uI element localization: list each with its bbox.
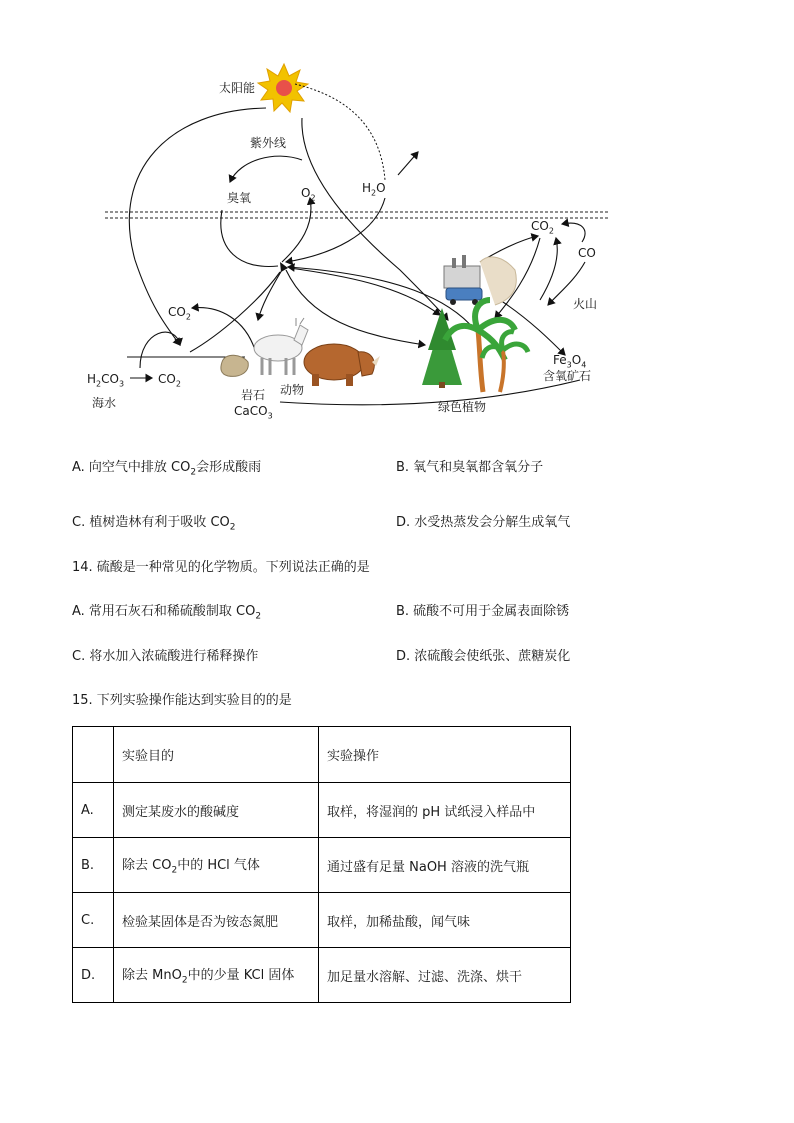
q13-option-d[interactable]: D. 水受热蒸发会分解生成氧气 xyxy=(396,515,571,530)
row-purpose: 检验某固体是否为铵态氮肥 xyxy=(114,893,319,948)
table-row[interactable] xyxy=(73,893,571,948)
row-label: D. xyxy=(73,948,114,1003)
row-label: A. xyxy=(73,783,114,838)
ozone-label: 臭氧 xyxy=(227,191,252,205)
rhino-icon xyxy=(304,344,380,386)
row-operation: 通过盛有足量 NaOH 溶液的洗气瓶 xyxy=(319,838,571,893)
q13-option-b[interactable]: B. 氧气和臭氧都含氧分子 xyxy=(396,460,544,475)
caco3-label: CaCO$_3$ xyxy=(234,404,273,421)
table-row[interactable] xyxy=(73,783,571,838)
table-row[interactable] xyxy=(73,838,571,893)
volcano-to-co2-arrow xyxy=(540,238,557,300)
animal-label: 动物 xyxy=(280,383,305,397)
q13-option-c[interactable]: C. 植树造林有利于吸收 $CO_2$ xyxy=(72,515,236,533)
row-purpose: 除去 MnO$_2$中的少量 KCl 固体 xyxy=(114,948,319,1003)
goat-icon xyxy=(254,318,308,375)
center-to-animal-arrow xyxy=(258,270,282,320)
q14-option-b[interactable]: B. 硫酸不可用于金属表面除锈 xyxy=(396,604,570,619)
row-operation: 取样，将湿润的 pH 试纸浸入样品中 xyxy=(319,783,571,838)
rock-label: 岩石 xyxy=(241,388,266,402)
row-operation: 取样，加稀盐酸，闻气味 xyxy=(319,893,571,948)
q14-stem: 14. 硫酸是一种常见的化学物质。下列说法正确的是 xyxy=(72,560,370,575)
fe3o4-label: $Fe_3O_4$ xyxy=(553,353,587,370)
ozone-down-arrow xyxy=(221,210,278,267)
uv-label: 紫外线 xyxy=(250,136,287,150)
to-o2-arrow xyxy=(282,198,311,262)
row-purpose: 测定某废水的酸碱度 xyxy=(114,783,319,838)
table-header-cell xyxy=(73,727,114,783)
uv-arrow xyxy=(230,156,302,182)
q13-option-a[interactable]: A. 向空气中排放 $CO_2$会形成酸雨 xyxy=(72,460,262,478)
row-operation: 加足量水溶解、过滤、洗涤、烘干 xyxy=(319,948,571,1003)
factory-car-icon xyxy=(444,255,516,305)
co-to-co2-arrow xyxy=(562,223,585,242)
sun-to-h2o-dotted xyxy=(295,84,385,180)
seawater-label: 海水 xyxy=(92,396,117,410)
sun-icon xyxy=(258,64,308,112)
carbon-oxygen-cycle-diagram xyxy=(0,0,794,430)
q14-option-a[interactable]: A. 常用石灰石和稀硫酸制取 $CO_2$ xyxy=(72,604,262,622)
q15-table xyxy=(72,726,571,1003)
co2-left-label: $CO_2$ xyxy=(168,305,191,322)
row-label: B. xyxy=(73,838,114,893)
h2o-label: $H_2O$ xyxy=(362,181,386,198)
q14-option-d[interactable]: D. 浓硫酸会使纸张、蔗糖炭化 xyxy=(396,649,571,664)
co-label: CO xyxy=(578,246,596,260)
table-row[interactable] xyxy=(73,948,571,1003)
o2-label: $O_2$ xyxy=(301,186,316,203)
h2o-up-arrow xyxy=(398,152,418,175)
table-header-cell: 实验操作 xyxy=(319,727,571,783)
sun-label: 太阳能 xyxy=(219,81,256,95)
ore-label: 含氧矿石 xyxy=(543,369,592,383)
co2-water-label: $CO_2$ xyxy=(158,372,181,389)
h2o-to-center-arrow xyxy=(286,198,385,262)
rock-icon xyxy=(221,355,248,376)
row-purpose: 除去 $CO_2$中的 HCl 气体 xyxy=(114,838,319,893)
table-header-row xyxy=(73,727,571,783)
h2co3-label: $H_2CO_3$ xyxy=(87,372,125,389)
q14-option-c[interactable]: C. 将水加入浓硫酸进行稀释操作 xyxy=(72,649,259,664)
table-header-cell: 实验目的 xyxy=(114,727,319,783)
volcano-label: 火山 xyxy=(573,297,598,311)
q15-stem: 15. 下列实验操作能达到实验目的的是 xyxy=(72,693,292,708)
plant-label: 绿色植物 xyxy=(438,400,487,414)
row-label: C. xyxy=(73,893,114,948)
co2-top-label: $CO_2$ xyxy=(531,219,554,236)
